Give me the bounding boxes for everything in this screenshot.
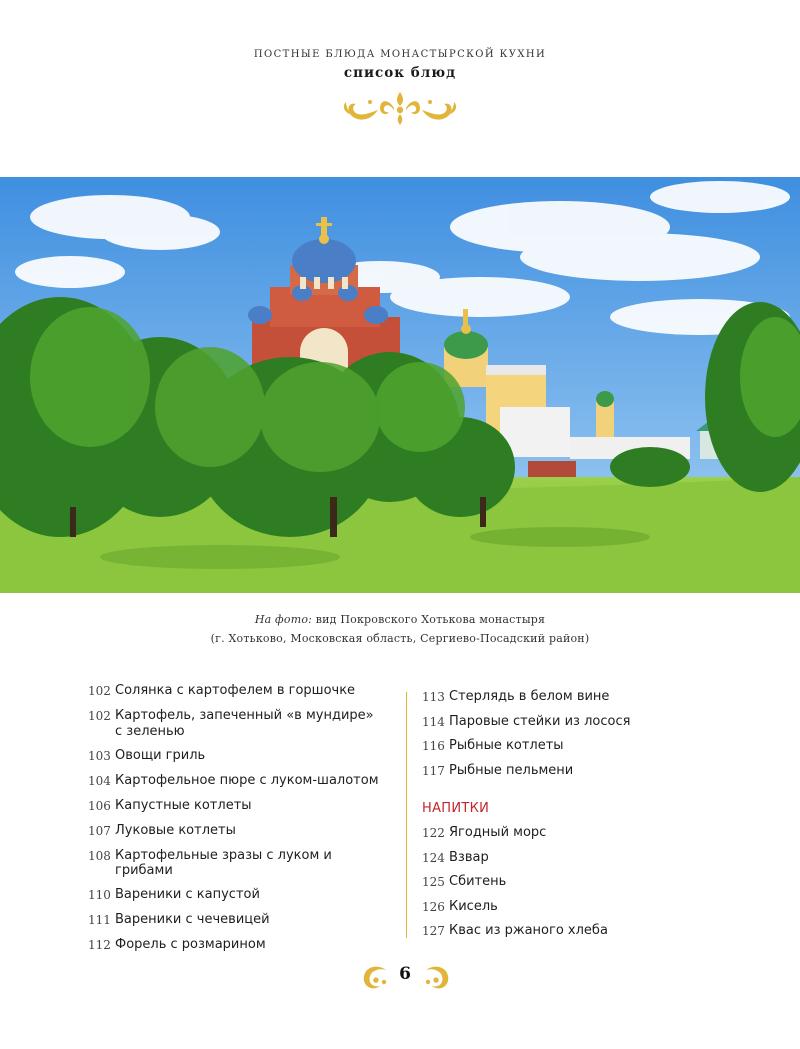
list-item[interactable] bbox=[88, 823, 398, 840]
section-title: список блюд bbox=[343, 65, 457, 81]
list-item[interactable] bbox=[88, 708, 398, 739]
list-item[interactable] bbox=[422, 923, 722, 940]
list-item[interactable] bbox=[422, 850, 722, 867]
dish-name: Кисель bbox=[449, 898, 498, 914]
list-item[interactable] bbox=[422, 874, 722, 891]
page-ref: 102 bbox=[88, 684, 111, 698]
dish-name: Картофельные зразы с луком и грибами bbox=[115, 847, 332, 878]
dish-name: Картофель, запеченный «в мундире» с зеленью bbox=[115, 708, 374, 739]
page-ref: 122 bbox=[422, 826, 445, 840]
dish-name: Вареники с чечевицей bbox=[115, 912, 270, 927]
page-ref: 104 bbox=[88, 773, 111, 788]
list-item[interactable] bbox=[88, 748, 398, 765]
dish-name: Капустные котлеты bbox=[115, 797, 252, 813]
page-ref: 127 bbox=[422, 924, 445, 938]
dish-name: Вареники с капустой bbox=[115, 887, 260, 902]
dish-name: Рыбные котлеты bbox=[449, 738, 564, 753]
page-ref: 116 bbox=[422, 739, 445, 753]
flourish-right-icon bbox=[424, 962, 452, 992]
page-ref: 114 bbox=[422, 714, 445, 729]
caption-line-2: (г. Хотьково, Московская область, Сергиево-Посадский район) bbox=[210, 632, 590, 645]
page-header bbox=[0, 48, 800, 128]
page-footer bbox=[0, 960, 800, 994]
page-ref: 117 bbox=[422, 763, 445, 778]
dish-name: Ягодный морс bbox=[449, 825, 547, 840]
gold-flourish-ornament-icon bbox=[340, 88, 460, 128]
dish-name: Картофельное пюре с луком-шалотом bbox=[115, 772, 379, 788]
list-item[interactable] bbox=[88, 848, 398, 879]
column-divider bbox=[406, 692, 407, 938]
caption-line-1 bbox=[0, 610, 800, 629]
book-title: ПОСТНЫЕ БЛЮДА МОНАСТЫРСКОЙ КУХНИ bbox=[253, 49, 547, 60]
dish-name: Взвар bbox=[449, 849, 489, 865]
caption-text: вид Покровского Хотькова монастыря bbox=[312, 613, 546, 626]
page-ref: 107 bbox=[88, 823, 111, 838]
dish-name: Рыбные пельмени bbox=[449, 762, 574, 778]
page-ref: 111 bbox=[88, 913, 111, 927]
list-item[interactable] bbox=[88, 887, 398, 904]
page-number: 6 bbox=[399, 964, 411, 984]
monastery-landscape-photo bbox=[0, 177, 800, 593]
list-item[interactable] bbox=[88, 798, 398, 815]
page-ref: 124 bbox=[422, 850, 445, 865]
page-ref: 103 bbox=[88, 748, 111, 763]
list-item[interactable] bbox=[422, 738, 722, 755]
page-ref: 106 bbox=[88, 798, 111, 813]
recipe-list-left bbox=[88, 683, 398, 962]
caption-lead: На фото: bbox=[254, 613, 313, 626]
page-ref: 126 bbox=[422, 899, 445, 914]
page-ref: 125 bbox=[422, 875, 445, 889]
dish-name: Квас из ржаного хлеба bbox=[449, 923, 608, 938]
dish-name: Овощи гриль bbox=[115, 747, 206, 763]
page-ref: 113 bbox=[422, 690, 445, 704]
dish-name: Сбитень bbox=[449, 874, 507, 889]
list-item[interactable] bbox=[88, 773, 398, 790]
dish-name: Луковые котлеты bbox=[115, 822, 236, 838]
flourish-left-icon bbox=[360, 962, 388, 992]
page-ref: 108 bbox=[88, 848, 111, 863]
dish-name: Паровые стейки из лосося bbox=[449, 713, 631, 729]
drinks-heading: НАПИТКИ bbox=[422, 801, 490, 816]
dish-name: Солянка с картофелем в горшочке bbox=[115, 683, 356, 698]
dish-name: Стерлядь в белом вине bbox=[449, 689, 610, 704]
page-ref: 110 bbox=[88, 888, 111, 902]
list-item[interactable] bbox=[422, 899, 722, 916]
list-item[interactable] bbox=[88, 683, 398, 700]
list-item[interactable] bbox=[422, 763, 722, 780]
page-ref: 102 bbox=[88, 709, 111, 723]
list-item[interactable] bbox=[88, 937, 398, 954]
list-item[interactable] bbox=[422, 714, 722, 731]
list-item[interactable] bbox=[422, 825, 722, 842]
list-item[interactable] bbox=[422, 689, 722, 706]
recipe-list-right bbox=[422, 689, 722, 948]
list-item[interactable] bbox=[88, 912, 398, 929]
photo-caption bbox=[0, 610, 800, 648]
page-ref: 112 bbox=[88, 938, 111, 952]
dish-name: Форель с розмарином bbox=[115, 937, 266, 952]
